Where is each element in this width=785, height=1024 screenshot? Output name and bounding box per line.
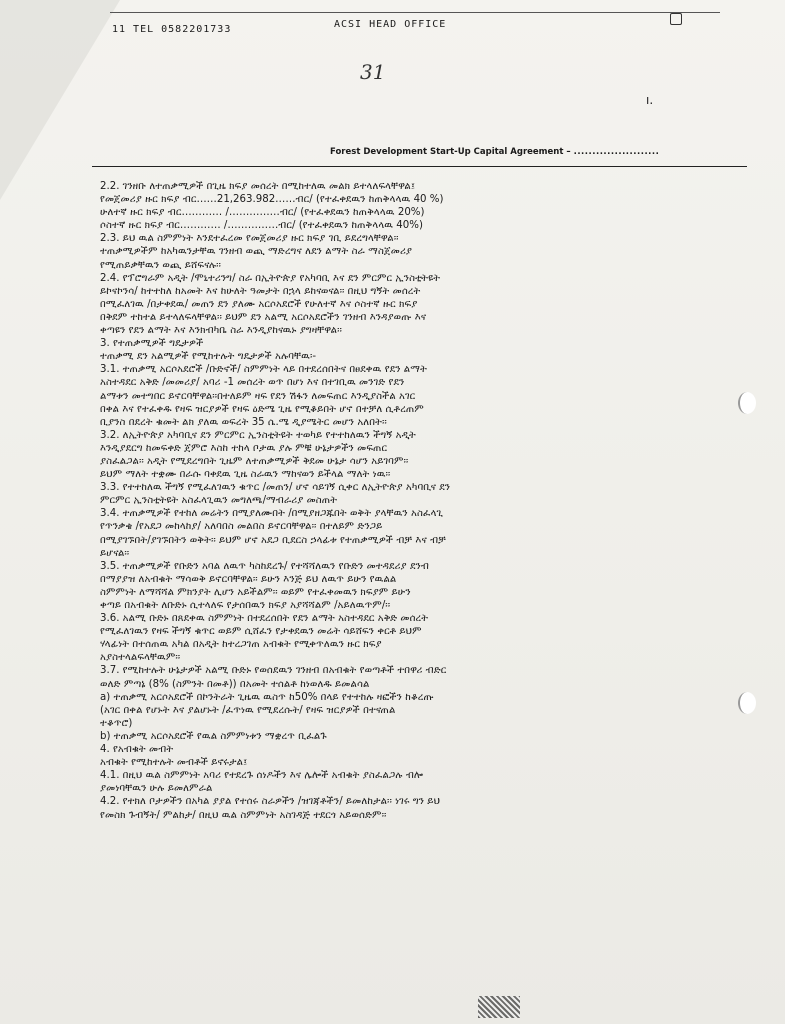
body-line: 3.2. ለኢትዮጵያ አካባቢና ደን ምርምር ኢንስቲትዩት ተወካይ የተተከለዉን ችግኝ አዲት [100, 429, 416, 441]
body-line: በሚያገኙበት/ያገኙበትን ወቅት፡፡ ይህም ሆኖ አደጋ ቢደርስ ኃላፊቱ የተጠቃሚዎች ብቻ እና ብቻ [100, 534, 446, 546]
margin-tick-icon: ı. [646, 93, 654, 107]
body-line: 4.2. የተክለ ቦታዎችን በአካል ያያል የተሰሩ ስራዎችን /ዝገጃቶችን/ ይመለከታል፡፡ ነገሩ ግን ይህ [100, 796, 441, 808]
body-line: አያስተላልፍላቸዉም፡፡ [100, 652, 181, 664]
body-line: ስምምነት ለማሻሻል ምክንያት ሊሆን አይችልም፡፡ ወይም የተፈቀመዉን ክፍያም ይሁን [100, 586, 411, 598]
body-line: ምርምር ኢንስቲትዩት አስፈላጊዉን መግለጫ/ማብራሪያ መስጠት [100, 495, 338, 507]
body-line: 4.1. በዚህ ዉል ስምምነት አባሪ የተደረጉ ሰነዶችን እና ሌሎች አብቁት ያስፈልጋሉ ብሎ [100, 770, 424, 782]
body-line: አብቁት የሚከተሉት መብቶች ይኖሩታል፤ [100, 757, 248, 769]
fax-corner-icon [670, 13, 682, 25]
body-line: 4. የአብቁት መብት [100, 744, 174, 756]
body-line: ተጠቃሚ ደን አልሚዎች የሚከተሉት ግዴታዎች አሉባቸዉ፡- [100, 351, 317, 363]
body-line: ያመነባቸዉን ሁሉ ይመለምራል [100, 783, 213, 795]
header-rule [92, 166, 747, 167]
body-line: ልማቱን መተግበር ይኖርባቸዋል፡፡በተለይም ዛፍ የደን ሽፋን ለመፍጠር እንዲያስችል አገር [100, 390, 416, 402]
fax-header-office: ACSI HEAD OFFICE [334, 19, 447, 30]
body-line: ወለድ ምጣኔ (8% (ስምንት በመቶ)) በአመት ተሰልቶ ከነወለዱ ይመልሳል [100, 678, 370, 690]
body-line: በሚፈለገዉ /በታቀደዉ/ መጠን ደን ያለሙ አርሶአደሮች የሁለተኛ እና ሶስተኛ ዙር ክፍያ [100, 298, 418, 310]
document-body [100, 180, 720, 822]
body-line: ያስፈልጋል፡፡ አዲት የሚደረግበት ጊዜም ለተጠቃሚዎች ቅደመ ሁኔታ ሳሆን አይገባም፡፡ [100, 455, 409, 467]
body-line: 3.6. አልሚ ቡድኑ በጸደቀዉ ስምምነት በተደረሰበት የደን ልማት አስተዳደር አቅድ መሰረት [100, 613, 429, 625]
body-line: ቀጣዩን የደን ልማት እና እንክብካቤ ስራ እንዲያከናዉኑ ያግዛቸዋል፡፡ [100, 325, 342, 337]
body-line: በቀል እና የተፈቀዱ የዛፍ ዝርያዎች የዛፍ ዕድሜ ጊዜ የሚቆይበት ሆኖ በተቻለ ሲቶረጠም [100, 403, 424, 415]
body-line: በቅደም ተከተል ይተላለፍላቸዋል፡፡ ይህም ደን አልሚ አርሶአደሮችን ገንዘብ እንዳያወጡ እና [100, 311, 427, 323]
body-line: ሶስተኛ ዙር ክፍያ ብር………… /……………ብር/ (የተፈቀደዉን ከጠቅላላዉ 40%) [100, 220, 423, 232]
running-header-dots: ....................... [573, 147, 660, 157]
handwritten-page-number: 31 [360, 60, 386, 84]
body-line: የመጀመሪያ ዙር ክፍያ ብር……21,263.982……ብር/ (የተፈቀደዉን ከጠቅላላዉ 40 %) [100, 194, 444, 206]
body-line: ይኮናኮንሳ/ ከተተከለ ከአመት እና ከሁለት ዓመታት በኋላ ይከናወናል፡፡ በዚህ ግኝት መሰረት [100, 285, 421, 297]
body-line: የመስክ ጉብኝት/ ምልከታ/ በዚህ ዉል ስምምነት አስገዳጅ ተደርጎ አይወሰድም፡፡ [100, 809, 387, 821]
body-line: (አገር በቀል የሆኑት እና ያልሆኑት /ፈጥነዉ የሚደረሱት/ የዛፍ ዝርያዎች በተናጠል [100, 704, 396, 716]
body-line: 3. የተጠቃሚዎች ግዴታዎች [100, 338, 204, 350]
body-line: 2.4. የፕሮግራም አዲት /ሞኒተሪንግ/ ስራ በኢትዮጵያ የአካባቢ እና ደን ምርምር ኢንስቲትዩት [100, 272, 441, 284]
body-line: 3.7. የሚከተሉት ሁኔታዎች አልሚ ቡድኑ የወሰደዉን ገንዘብ በአብቁት የወጣቶች ተበዋሪ ብድር [100, 665, 447, 677]
body-line: 3.3. የተተከለዉ ችግኝ የሚፈለገዉን ቁጥር /መጠን/ ሆኖ ሳይገኝ ሲቀር ለኢትዮጵያ አካባቢና ደን [100, 482, 451, 494]
punch-hole-icon [738, 392, 756, 414]
body-line: የጥንቃቄ /የአደጋ መከላከያ/ አለባበስ መልበስ ይኖርባቸዋል፡፡ በተለይም ድንጋይ [100, 521, 383, 533]
body-line: የሚፈለገዉን የዛፍ ችግኝ ቁጥር ወይም ሲሸፈን የታቀደዉን መሬት ሳይሸፍን ቀርቶ ይህም [100, 626, 422, 638]
body-line: 3.4. ተጠቃሚዎች የተከለ መሬትን በሚያለሙበት /በሚያዘጋጁበት ወቅት ያላቸዉን አስፈላጊ [100, 508, 444, 520]
body-line: ይሆናል፡፡ [100, 547, 130, 559]
body-line: ቢያንስ በደረት ቁመት ልክ ያለዉ ወፍረት 35 ሴ.ሜ ዲያሜትር መሆን አለበት፡፡ [100, 416, 387, 428]
body-line: a) ተጠቃሚ አርሶአደሮች በኮንትራት ጊዜዉ ዉስጥ ከ50% በላይ የተተከሉ ዛፎችን ከቆረጡ [100, 691, 434, 703]
body-line: ሃላፊነት በተሰጠዉ አካል በአዲት ከተረጋገጠ አብቁት የሚቀጥለዉን ዙር ክፍያ [100, 639, 382, 651]
fax-header-rule [110, 12, 720, 13]
body-line: በማያያዝ ለአብቁት ማሳወቅ ይኖርባቸዋል፡፡ ይሁን እንጅ ይህ ለዉጥ ይሁን የዉልል [100, 573, 397, 585]
barcode-stamp [478, 996, 520, 1018]
running-header [330, 147, 659, 157]
body-line: እንዲያደርግ ከመፍቀድ ጀምሮ እስከ ተከላ ቦታዉ ያሉ ምቹ ሁኔታዎችን መፍጠር [100, 442, 388, 454]
punch-hole-icon [738, 692, 756, 714]
body-line: ተቆጥሮ) [100, 717, 133, 729]
body-line: ቀጣይ በአብቁት ለቡድኑ ሲተላለፍ የታሰበዉን ክፍያ አያሻሻልም /አይለዉጥም/፡፡ [100, 600, 391, 611]
body-line: ይህም ማለት ተቋሙ በራሱ ባቀደዉ ጊዜ ስራዉን ማከናወን ይችላል ማለት ነዉ፡፡ [100, 469, 391, 481]
body-line: የሚጠይቃቸዉን ወጪ ይሸፍናሉ፡፡ [100, 259, 221, 271]
page-fold-shadow [0, 0, 120, 200]
body-line: 3.1. ተጠቃሚ አርሶአደሮች /ቡድኖች/ ስምምነት ላይ በተደረሰበትና በፀደቀዉ የደን ልማት [100, 364, 427, 376]
body-line: ተጠቃሚዎችም ከአካዉንታቸዉ ገንዘብ ወጪ ማድረግና ለደን ልማት ስራ ማስጀመሪያ [100, 246, 413, 258]
body-line: ሁለተኛ ዙር ክፍያ ብር………… /……………ብር/ (የተፈቀደዉን ከጠቅላላዉ 20%) [100, 207, 425, 219]
body-line: 2.2. ገንዘቡ ለተጠቃሚዎች በጊዜ ክፍያ መሰረት በሚከተለዉ መልክ ይተላለፍላቸዋል፤ [100, 181, 416, 192]
fax-header-tel: 11 TEL 0582201733 [112, 24, 232, 35]
running-header-title: Forest Development Start-Up Capital Agreement – [330, 147, 571, 157]
body-line: 3.5. ተጠቃሚዎች የቡድን አባል ለዉጥ ካስከደረጉ/ የተሻሻለዉን የቡድን መተዳደሪያ ደንብ [100, 560, 429, 572]
body-line: 2.3. ይህ ዉል ስምምነት እንደተፈረመ የመጀመሪያ ዙር ክፍያ ገቢ ይደረግላቸዋል፡፡ [100, 233, 399, 245]
body-line: b) ተጠቃሚ አርሶአደሮች የዉል ስምምነቱን ማቋረጥ ቢፈልጉ [100, 730, 327, 742]
body-line: አስተዳደር አቅድ /መመሪያ/ አባሪ -1 መሰረት ወጥ በሆነ እና በተገቢዉ መንገድ የደን [100, 377, 405, 389]
